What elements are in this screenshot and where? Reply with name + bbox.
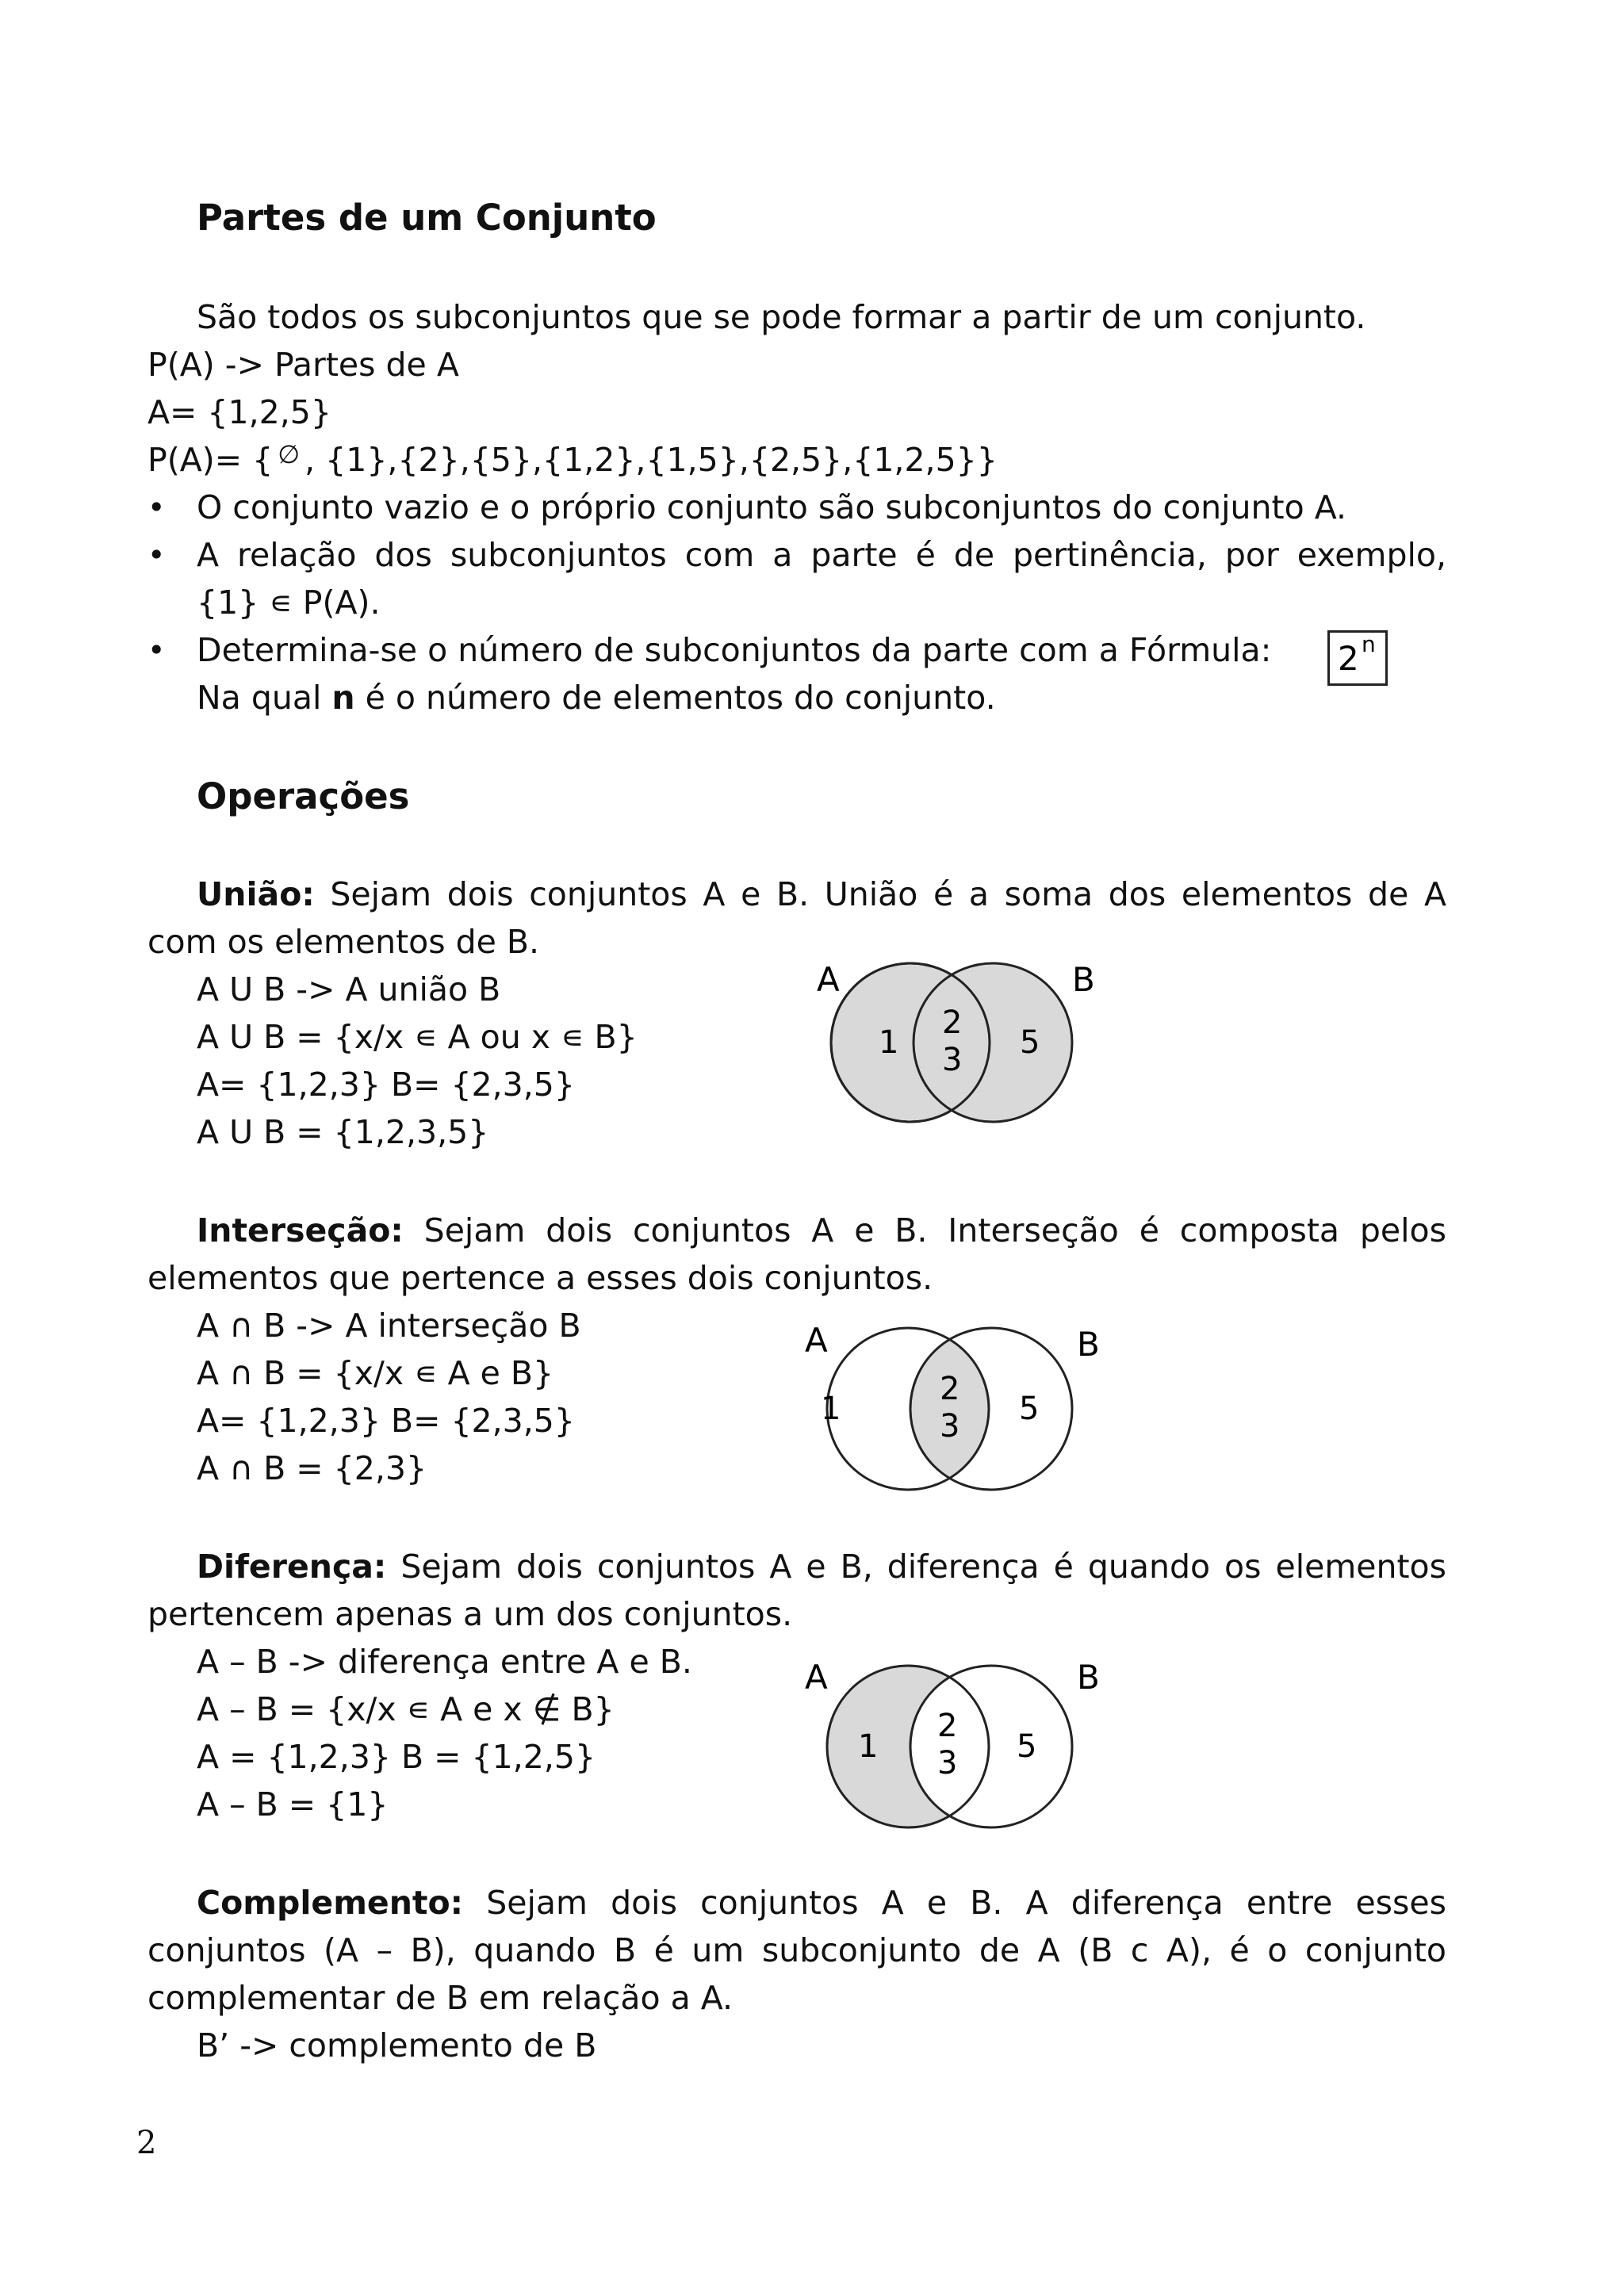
venn-intersecao-mid-top: 2 <box>940 1371 960 1407</box>
partes-line2: A= {1,2,5} <box>147 393 331 431</box>
uniao-l3: A= {1,2,3} B= {2,3,5} <box>197 1066 575 1104</box>
uniao-desc2: com os elementos de B. <box>147 923 540 961</box>
uniao-l1: A U B -> A união B <box>197 970 501 1008</box>
uniao-label: União: <box>197 875 315 913</box>
venn-diferenca-mid-top: 2 <box>937 1708 958 1744</box>
uniao-l4: A U B = {1,2,3,5} <box>197 1113 489 1151</box>
intersecao-l4: A ∩ B = {2,3} <box>197 1449 427 1487</box>
venn-uniao-mid-bottom: 3 <box>942 1042 963 1078</box>
diferenca-desc2: pertencem apenas a um dos conjuntos. <box>147 1595 793 1633</box>
complemento-l1: B’ -> complemento de B <box>197 2026 597 2064</box>
diferenca-l1: A – B -> diferença entre A e B. <box>197 1643 692 1681</box>
venn-uniao-label-b: B <box>1072 960 1095 999</box>
diferenca-desc1-text: Sejam dois conjuntos A e B, diferença é quando os elementos <box>386 1548 1446 1586</box>
partes-intro: São todos os subconjuntos que se pode formar a partir de um conjunto. <box>197 298 1366 336</box>
bullet-3: Determina-se o número de subconjuntos da parte com a Fórmula: <box>197 631 1272 669</box>
venn-intersecao-left: 1 <box>821 1391 841 1427</box>
empty-set-symbol: ∅ <box>278 439 301 469</box>
bullet-2b: {1} ∊ P(A). <box>197 584 381 622</box>
venn-uniao-right: 5 <box>1020 1024 1040 1061</box>
intersecao-label: Interseção: <box>197 1211 404 1249</box>
intersecao-l1: A ∩ B -> A interseção B <box>197 1307 581 1345</box>
venn-diferenca-mid-bottom: 3 <box>937 1745 958 1781</box>
formula-exponent: n <box>1362 631 1376 657</box>
formula-base: 2 <box>1338 639 1359 678</box>
complemento-label: Complemento: <box>197 1884 464 1922</box>
intersecao-desc1 <box>197 1207 1446 1254</box>
venn-intersecao <box>801 1316 1110 1498</box>
venn-diferenca-label-b: B <box>1077 1658 1100 1697</box>
diferenca-l2: A – B = {x/x ∊ A e x ∉ B} <box>197 1690 615 1728</box>
bullet-dot-1: • <box>147 490 166 525</box>
venn-diferenca-label-a: A <box>805 1658 828 1697</box>
bullet-3b-pre: Na qual <box>197 679 332 717</box>
bullet-3b-post: é o número de elementos do conjunto. <box>354 679 996 717</box>
diferenca-desc1 <box>197 1543 1446 1590</box>
complemento-desc3: complementar de B em relação a A. <box>147 1979 733 2017</box>
diferenca-l4: A – B = {1} <box>197 1785 389 1823</box>
complemento-desc1 <box>197 1879 1446 1927</box>
diferenca-l3: A = {1,2,3} B = {1,2,5} <box>197 1738 596 1776</box>
intersecao-desc1-text: Sejam dois conjuntos A e B. Interseção é composta pelos <box>403 1211 1446 1249</box>
venn-intersecao-right: 5 <box>1019 1391 1040 1427</box>
partes-line3-post: , {1},{2},{5},{1,2},{1,5},{2,5},{1,2,5}} <box>304 441 998 479</box>
bullet-3b-n: n <box>331 679 355 717</box>
partes-line3-pre: P(A)= { <box>147 441 274 479</box>
page-number: 2 <box>136 2125 157 2161</box>
venn-intersecao-mid-bottom: 3 <box>940 1408 960 1445</box>
venn-diferenca <box>801 1657 1110 1839</box>
venn-uniao-left: 1 <box>879 1024 899 1061</box>
intersecao-l2: A ∩ B = {x/x ∊ A e B} <box>197 1354 554 1392</box>
bullet-3b <box>197 674 996 721</box>
diferenca-label: Diferença: <box>197 1548 387 1586</box>
bullet-2a: A relação dos subconjuntos com a parte é de pertinência, por exemplo, <box>197 536 1446 574</box>
formula-box <box>1327 630 1388 686</box>
venn-intersecao-label-b: B <box>1077 1325 1100 1364</box>
venn-uniao-circle-b <box>914 963 1072 1122</box>
partes-line1: P(A) -> Partes de A <box>147 346 459 384</box>
venn-diferenca-left: 1 <box>858 1728 879 1765</box>
bullet-1: O conjunto vazio e o próprio conjunto são subconjuntos do conjunto A. <box>197 488 1347 526</box>
complemento-desc2: conjuntos (A – B), quando B é um subconjunto de A (B c A), é o conjunto <box>147 1931 1446 1969</box>
section-title-partes: Partes de um Conjunto <box>197 197 657 239</box>
uniao-l2: A U B = {x/x ∊ A ou x ∊ B} <box>197 1018 638 1056</box>
uniao-desc1 <box>197 871 1446 918</box>
intersecao-l3: A= {1,2,3} B= {2,3,5} <box>197 1402 575 1440</box>
venn-diferenca-right: 5 <box>1017 1728 1037 1765</box>
venn-intersecao-label-a: A <box>805 1321 828 1360</box>
venn-uniao-mid-top: 2 <box>942 1004 963 1041</box>
complemento-desc1-text: Sejam dois conjuntos A e B. A diferença entre esses <box>463 1884 1446 1922</box>
bullet-dot-2: • <box>147 538 166 572</box>
intersecao-desc2: elementos que pertence a esses dois conjuntos. <box>147 1259 933 1297</box>
section-title-operacoes: Operações <box>197 775 410 817</box>
venn-uniao <box>809 951 1110 1126</box>
bullet-dot-3: • <box>147 633 166 668</box>
venn-uniao-label-a: A <box>817 960 840 999</box>
partes-line3 <box>147 436 998 486</box>
uniao-desc1-text: Sejam dois conjuntos A e B. União é a soma dos elementos de A <box>314 875 1446 913</box>
